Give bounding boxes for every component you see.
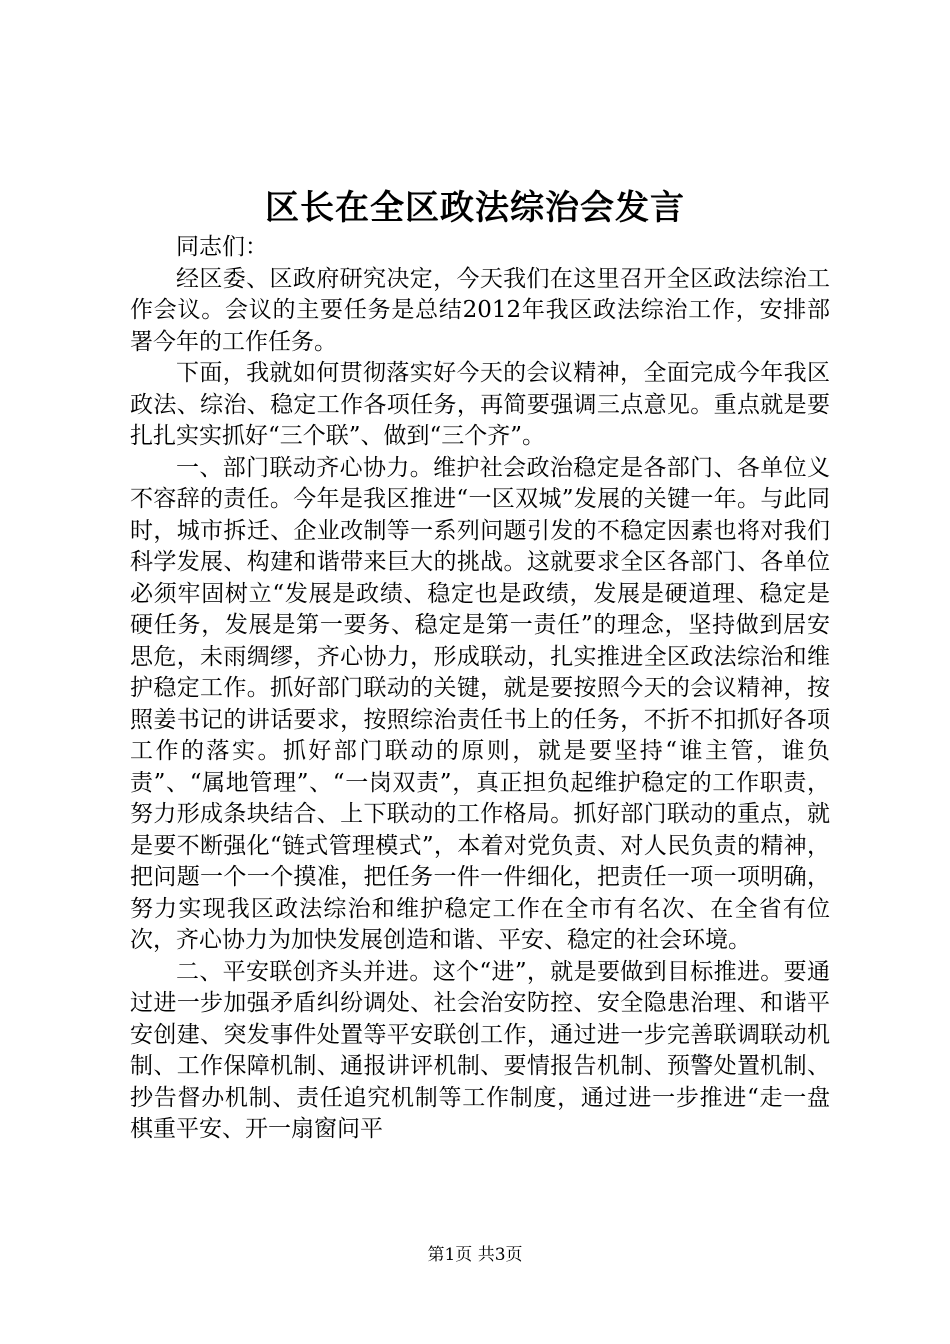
paragraph-intro: 经区委、区政府研究决定，今天我们在这里召开全区政法综治工作会议。会议的主要任务是总结2012年我区政法综治工作，安排部署今年的工作任务。 xyxy=(130,265,830,355)
document-body xyxy=(130,232,830,1146)
page-number-footer: 第1页 共3页 xyxy=(427,1245,523,1265)
salutation: 同志们： xyxy=(176,234,268,260)
paragraph-overview: 下面，我就如何贯彻落实好今天的会议精神，全面完成今年我区政法、综治、稳定工作各项任务，再简要强调三点意见。重点就是要扎扎实实抓好“三个联”、做到“三个齐”。 xyxy=(130,360,830,449)
paragraph-point-one: 一、部门联动齐心协力。维护社会政治稳定是各部门、各单位义不容辞的责任。今年是我区推进“一区双城”发展的关键一年。与此同时，城市拆迁、企业改制等一系列问题引发的不稳定因素也将对我们科学发展、构建和谐带来巨大的挑战。这就要求全区各部门、各单位必须牢固树立“发展是政绩、稳定也是政绩，发展是硬道理、稳定是硬任务，发展是第一要务、稳定是第一责任”的理念，坚持做到居安思危，未雨绸缪，齐心协力，形成联动，扎实推进全区政法综治和维护稳定工作。抓好部门联动的关键，就是要按照今天的会议精神，按照姜书记的讲话要求，按照综治责任书上的任务，不折不扣抓好各项工作的落实。抓好部门联动的原则，就是要坚持“谁主管，谁负责”、“属地管理”、“一岗双责”，真正担负起维护稳定的工作职责，努力形成条块结合、上下联动的工作格局。抓好部门联动的重点，就是要不断强化“链式管理模式”，本着对党负责、对人民负责的精神，把问题一个一个摸准，把任务一件一件细化，把责任一项一项明确，努力实现我区政法综治和维护稳定工作在全市有名次、在全省有位次，齐心协力为加快发展创造和谐、平安、稳定的社会环境。 xyxy=(130,454,830,953)
document-title: 区长在全区政法综治会发言 xyxy=(265,188,685,228)
paragraph-point-two: 二、平安联创齐头并进。这个“进”，就是要做到目标推进。要通过进一步加强矛盾纠纷调处、社会治安防控、安全隐患治理、和谐平安创建、突发事件处置等平安联创工作，通过进一步完善联调联动机制、工作保障机制、通报讲评机制、要情报告机制、预警处置机制、抄告督办机制、责任追究机制等工作制度，通过进一步推进“走一盘棋重平安、开一扇窗问平 xyxy=(130,958,830,1142)
